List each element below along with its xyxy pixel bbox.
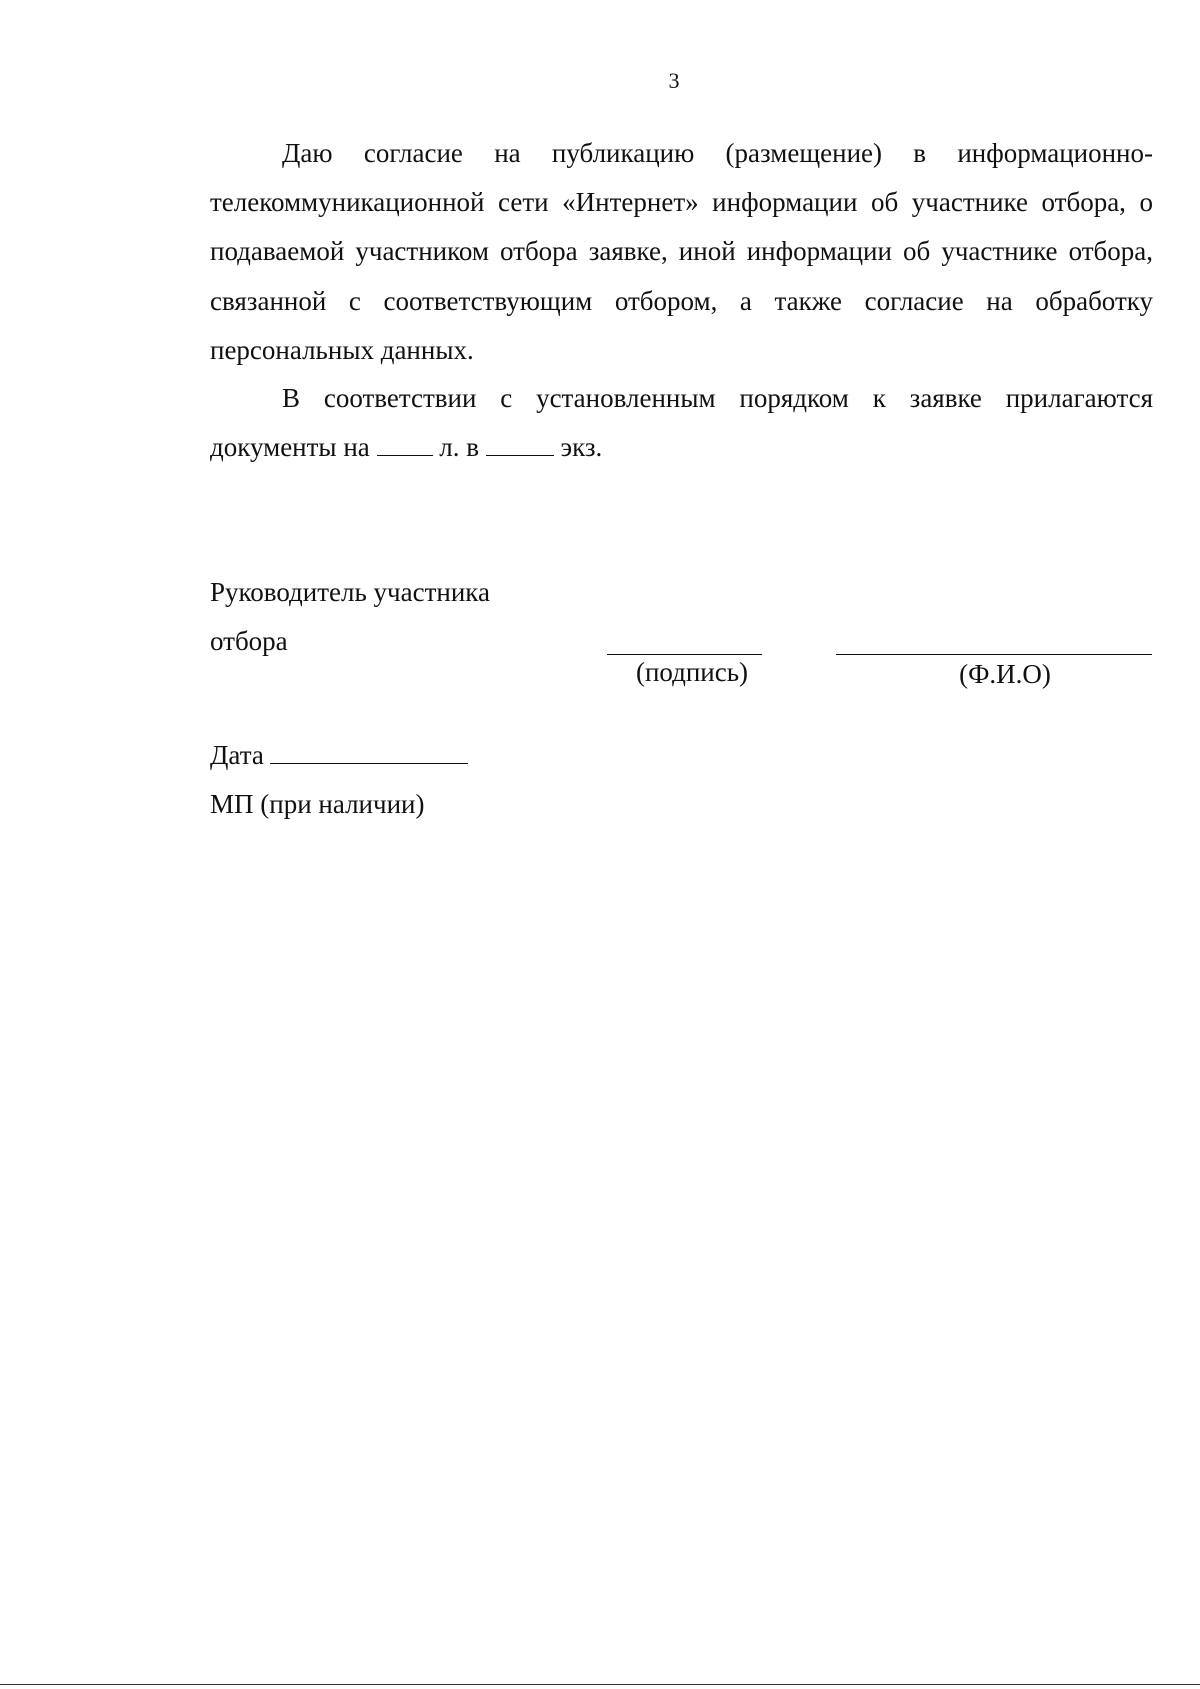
consent-paragraph bbox=[210, 129, 1153, 375]
attachments-paragraph bbox=[210, 374, 1153, 472]
consent-text: Даю согласие на публикацию (размещение) в информационно-телекоммуникационной сети «Интернет» информации об участнике отбора, о подаваемой участником отбора заявке, иной информации об участнике отбора, связанной с соответствующим отбором, а также согласие на обработку персональных данных. bbox=[210, 138, 1153, 365]
copies-count-blank bbox=[486, 433, 554, 456]
stamp-label: МП (при наличии) bbox=[210, 789, 425, 819]
signer-role-line2: отбора bbox=[210, 626, 288, 656]
signature-caption: (подпись) bbox=[635, 657, 749, 687]
date-field bbox=[210, 731, 468, 780]
signer-role-line1: Руководитель участника bbox=[210, 577, 490, 607]
full-name-caption: (Ф.И.О) bbox=[959, 659, 1051, 689]
attachments-text bbox=[210, 374, 1153, 472]
date-blank-line bbox=[270, 739, 468, 764]
page-bottom-border bbox=[0, 1684, 1200, 1685]
signature-line bbox=[607, 654, 762, 655]
attachments-text-after: экз. bbox=[560, 432, 603, 463]
attachments-text-middle: л. в bbox=[439, 432, 479, 463]
sheets-count-blank bbox=[377, 433, 433, 456]
date-label: Дата bbox=[210, 740, 264, 770]
full-name-line bbox=[836, 654, 1152, 655]
page-number: 3 bbox=[668, 68, 680, 93]
attachments-text-before: В соответствии с установленным порядком к заявке прилагаются документы на bbox=[210, 383, 1153, 463]
